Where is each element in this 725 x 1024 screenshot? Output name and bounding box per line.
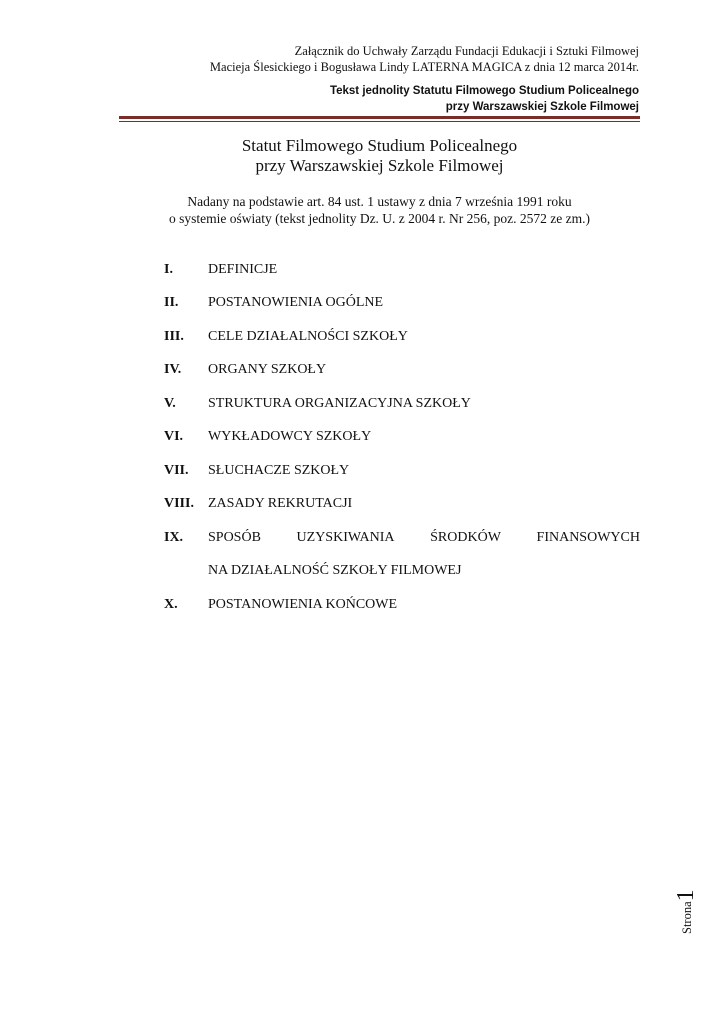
toc-item [164,359,640,381]
toc-item-word: UZYSKIWANIA [296,530,395,545]
toc-item [164,527,640,549]
toc-item [164,292,640,314]
toc-item-title: ZASADY REKRUTACJI [208,496,353,511]
toc-item-number: IX. [164,530,184,545]
toc-item-word: ŚRODKÓW [430,530,501,545]
toc-item-title: POSTANOWIENIA KOŃCOWE [208,597,398,612]
toc-item-number: VIII. [164,496,194,511]
toc-item-number: IV. [164,362,182,377]
title-line-2: przy Warszawskiej Szkole Filmowej [255,156,504,175]
toc-item-title: ORGANY SZKOŁY [208,362,327,377]
document-subheader [79,83,639,115]
title-line-1: Statut Filmowego Studium Policealnego [241,136,518,155]
legal-basis-line-2: o systemie oświaty (tekst jednolity Dz. U. z 2004 r. Nr 256, poz. 2572 ze zm.) [168,211,591,226]
toc-item [164,460,640,482]
attachment-note [79,43,639,75]
toc-item [164,326,640,348]
toc-item-word: SPOSÓB [208,530,261,545]
toc-item [164,393,640,415]
toc-item-title-continuation: NA DZIAŁALNOŚĆ SZKOŁY FILMOWEJ [208,563,462,578]
toc-item [164,259,640,281]
toc-item-title-justified [208,527,640,549]
toc-item-title: CELE DZIAŁALNOŚCI SZKOŁY [208,329,408,344]
attachment-line-2: Macieja Ślesickiego i Bogusława Lindy LATERNA MAGICA z dnia 12 marca 2014r. [209,60,639,74]
header-rule-thick [119,116,640,119]
toc-item-number: X. [164,597,178,612]
toc-item-number: VII. [164,463,189,478]
attachment-line-1: Załącznik do Uchwały Zarządu Fundacji Edukacji i Sztuki Filmowej [294,44,639,58]
legal-basis [119,193,640,227]
toc-item-title: POSTANOWIENIA OGÓLNE [208,295,384,310]
toc-item-number: VI. [164,429,184,444]
toc-item-number: III. [164,329,184,344]
toc-item-title: STRUKTURA ORGANIZACYJNA SZKOŁY [208,396,471,411]
toc-item-continuation [164,560,640,582]
toc-item [164,426,640,448]
toc-item-title: SŁUCHACZE SZKOŁY [208,463,350,478]
toc-item [164,594,640,616]
legal-basis-line-1: Nadany na podstawie art. 84 ust. 1 ustawy z dnia 7 września 1991 roku [187,194,572,209]
page-label: Strona [680,901,694,934]
page-number: 1 [673,889,699,902]
toc-item-number: I. [164,262,173,277]
toc-item-word: FINANSOWYCH [536,530,640,545]
toc-item-number: II. [164,295,179,310]
document-title [119,136,640,176]
header-rule-thin [119,121,640,122]
toc-item-title: DEFINICJE [208,262,278,277]
toc-item [164,493,640,515]
subheader-line-2: przy Warszawskiej Szkole Filmowej [445,101,639,113]
subheader-line-1: Tekst jednolity Statutu Filmowego Studium Policealnego [329,85,639,97]
toc-item-number: V. [164,396,176,411]
toc-item-title: WYKŁADOWCY SZKOŁY [208,429,372,444]
page-number-footer [668,870,698,940]
